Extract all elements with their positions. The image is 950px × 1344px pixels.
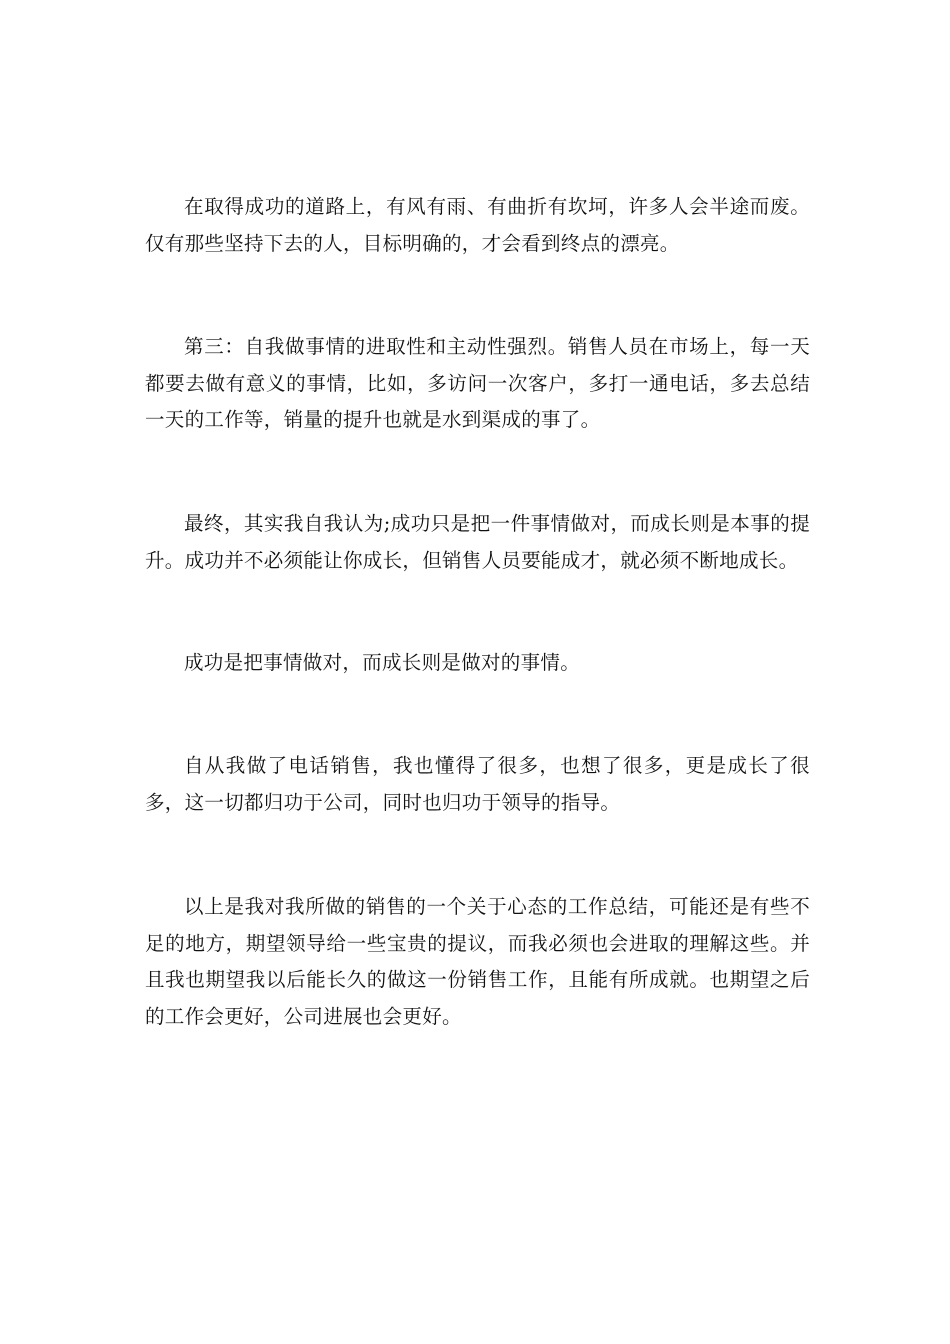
paragraph-initiative: 第三：自我做事情的进取性和主动性强烈。销售人员在市场上，每一天都要去做有意义的事情，比如，多访问一次客户，多打一通电话，多去总结一天的工作等，销量的提升也就是水到渠成的事了。 — [145, 335, 810, 431]
paragraph-conclusion: 以上是我对我所做的销售的一个关于心态的工作总结，可能还是有些不足的地方，期望领导给一些宝贵的提议，而我必须也会进取的理解这些。并且我也期望我以后能长久的做这一份销售工作，且能有所成就。也期望之后的工作会更好，公司进展也会更好。 — [145, 895, 810, 1028]
paragraph-perseverance: 在取得成功的道路上，有风有雨、有曲折有坎坷，许多人会半途而废。仅有那些坚持下去的人，目标明确的，才会看到终点的漂亮。 — [145, 195, 810, 255]
paragraph-success-vs-growth: 最终，其实我自我认为;成功只是把一件事情做对，而成长则是本事的提升。成功并不必须能让你成长，但销售人员要能成才，就必须不断地成长。 — [145, 512, 810, 572]
paragraph-gratitude: 自从我做了电话销售，我也懂得了很多，也想了很多，更是成长了很多，这一切都归功于公司，同时也归功于领导的指导。 — [145, 754, 810, 814]
paragraph-summary-line: 成功是把事情做对，而成长则是做对的事情。 — [184, 651, 581, 674]
